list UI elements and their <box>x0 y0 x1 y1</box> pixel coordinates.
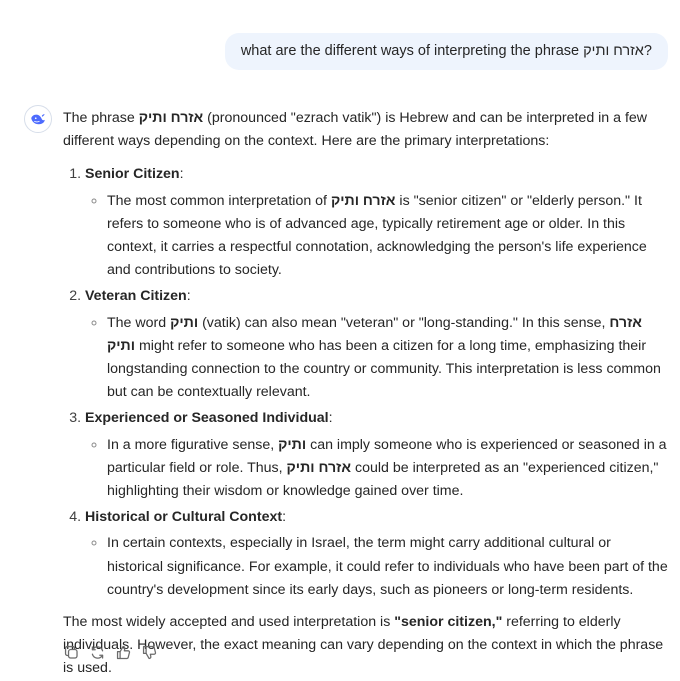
thumbs-up-icon <box>115 644 132 661</box>
point-title: Senior Citizen <box>85 166 180 183</box>
hebrew-term: אזרח ותיק <box>107 314 642 354</box>
thumbs-down-button[interactable] <box>140 643 158 661</box>
assistant-message <box>63 107 669 681</box>
hebrew-term: אזרח ותיק <box>138 110 204 126</box>
point-title: Experienced or Seasoned Individual <box>85 410 329 427</box>
list-item: 1. Senior Citizen: ◦ The most common interpretation of אזרח ותיק is "senior citizen" or "elderly person." It refers to someone who is of advanced age, typically retirement age or older. In this context, it carries a respectful connotation, acknowledging the person's life experience and contributions to society. <box>85 163 669 282</box>
point-title: Veteran Citizen <box>85 288 187 305</box>
sub-list-item: ◦ The most common interpretation of אזרח ותיק is "senior citizen" or "elderly person." It refers to someone who is of advanced age, typically retirement age or older. In this context, it carries a respectful connotation, acknowledging the person's life experience and contributions to society. <box>107 190 669 283</box>
hebrew-term: ותיק <box>278 436 307 453</box>
hebrew-term: אזרח ותיק <box>330 192 396 209</box>
sub-list <box>85 532 669 602</box>
thumbs-up-button[interactable] <box>114 643 132 661</box>
regenerate-icon <box>89 644 106 661</box>
sub-list-item: ◦ In certain contexts, especially in Israel, the term might carry additional cultural or historical significance. For example, it could refer to individuals who have been part of the country's development since its early days, such as pioneers or long-term residents. <box>107 532 669 602</box>
interpretations-list <box>63 163 669 602</box>
sub-list-item: ◦ The word ותיק (vatik) can also mean "veteran" or "long-standing." In this sense, אזרח ותיק might refer to someone who has been a citizen for a long time, emphasizing their longstanding connection to the country or community. This interpretation is less common but can be contextually relevant. <box>107 312 669 405</box>
whale-logo-icon <box>29 110 47 128</box>
copy-button[interactable] <box>62 643 80 661</box>
user-message-bubble <box>225 33 668 70</box>
user-message-text: what are the different ways of interpreting the phrase אזרח ותיק? <box>240 43 652 59</box>
point-title: Historical or Cultural Context <box>85 509 283 526</box>
assistant-avatar <box>24 105 52 133</box>
list-item: 2. Veteran Citizen: ◦ The word ותיק (vatik) can also mean "veteran" or "long-standing." In this sense, אזרח ותיק might refer to someone who has been a citizen for a long time, emphasizing their longstanding connection to the country or community. This interpretation is less common but can be contextually relevant. <box>85 285 669 404</box>
sub-list-item: ◦ In a more figurative sense, ותיק can imply someone who is experienced or seasoned in a particular field or role. Thus, אזרח ותיק could be interpreted as an "experienced citizen," highlighting their wisdom or knowledge gained over time. <box>107 434 669 504</box>
regenerate-button[interactable] <box>88 643 106 661</box>
sub-list <box>85 434 669 504</box>
hebrew-term: ותיק <box>170 314 199 331</box>
list-item: 4. Historical or Cultural Context: ◦ In certain contexts, especially in Israel, the term might carry additional cultural or historical significance. For example, it could refer to individuals who have been part of the country's development since its early days, such as pioneers or long-term residents. <box>85 506 669 602</box>
list-item: 3. Experienced or Seasoned Individual: ◦ In a more figurative sense, ותיק can imply someone who is experienced or seasoned in a particular field or role. Thus, אזרח ותיק could be interpreted as an "experienced citizen," highlighting their wisdom or knowledge gained over time. <box>85 407 669 503</box>
hebrew-term: אזרח ותיק <box>286 459 352 476</box>
closing-paragraph: The most widely accepted and used interpretation is "senior citizen," referring to elderly individuals. However, the exact meaning can vary depending on the context in which the phrase is used. <box>63 614 664 677</box>
message-actions <box>62 643 158 661</box>
sub-list <box>85 190 669 283</box>
thumbs-down-icon <box>141 644 158 661</box>
intro-paragraph: The phrase אזרח ותיק (pronounced "ezrach vatik") is Hebrew and can be interpreted in a few different ways depending on the context. Here are the primary interpretations: <box>63 110 648 150</box>
copy-icon <box>63 644 80 661</box>
sub-list <box>85 312 669 405</box>
